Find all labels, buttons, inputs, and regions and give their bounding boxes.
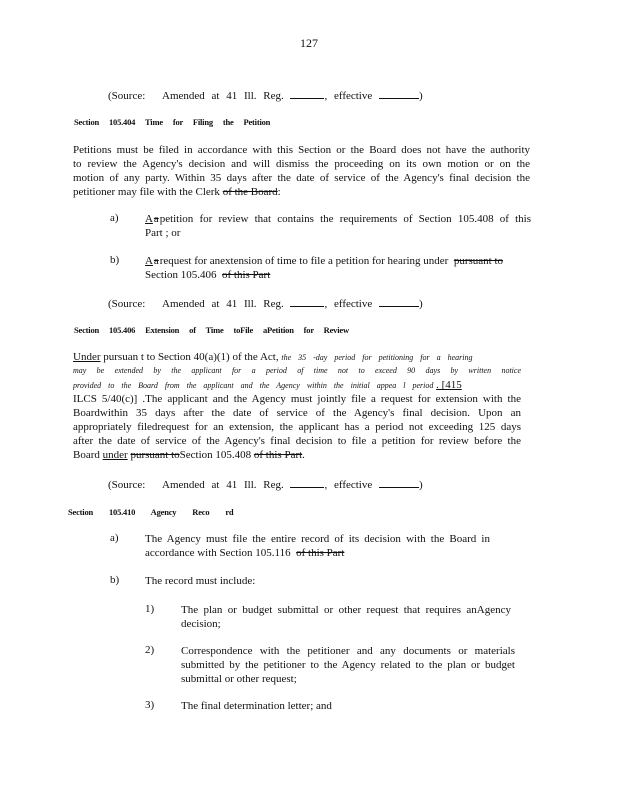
register-blank — [290, 88, 324, 99]
list-label: 3) — [145, 699, 155, 711]
list-label: b) — [110, 574, 120, 586]
list-label: 1) — [145, 603, 155, 615]
list-label: 2) — [145, 644, 155, 656]
source-note: (Source: Amended at 41 Ill. Reg. , effective ) — [108, 298, 423, 310]
page-number: 127 — [300, 36, 318, 50]
list-item: A a request for anextension of time to file a petition for hearing under pursuant to Section 105.406 of this Part — [145, 255, 504, 281]
section-heading: Section 105.410 Agency Reco rd — [68, 507, 234, 517]
section-body: Under pursuan t to Section 40(a)(1) of the Act, the 35 -day period for petitioning for a hearing may be extended by the applicant for a period of time not to exceed 90 days by written notice provided to the Board from the applicant and the Agency within the initial appea l period . [415 ILCS 5/40(c)] .The applicant and the Agency must jointly file a request for extension with the Boardwithin 35 days after the date of service of the Agency's final decision. Upon an appropriately filedrequest for an extension, the applicant has a period not exceeding 125 days after the date of service of the Agency's final decision to file a petition for review before the Board under pursuant toSection 105.408 of this Part. — [73, 351, 521, 461]
list-label: b) — [110, 254, 120, 266]
source-note: (Source: Amended at 41 Ill. Reg. , effective ) — [108, 479, 423, 491]
date-blank — [379, 296, 419, 307]
list-item: Correspondence with the petitioner and any documents or materials submitted by the petitioner to the Agency related to the plan or budget submittal or other request; — [181, 645, 515, 685]
register-blank — [290, 296, 324, 307]
list-item: The record must include: — [145, 575, 256, 587]
section-heading: Section 105.406 Extension of Time toFile aPetition for Review — [74, 325, 349, 335]
list-label: a) — [110, 212, 119, 224]
source-note: (Source: Amended at 41 Ill. Reg. , effective ) — [108, 90, 423, 102]
section-heading: Section 105.404 Time for Filing the Petition — [74, 117, 271, 127]
date-blank — [379, 88, 419, 99]
section-body: Petitions must be filed in accordance with this Section or the Board does not have the authority to review the Agency's decision and will dismiss the proceeding on its own motion or on the motion of any party. Within 35 days after the date of service of the Agency's final decision the petitioner may file with the Clerk of the Board: — [73, 144, 530, 198]
list-item: A a petition for review that contains the requirements of Section 105.408 of this Part ; or — [145, 213, 531, 239]
list-item: The final determination letter; and — [181, 700, 332, 712]
date-blank — [379, 477, 419, 488]
register-blank — [290, 477, 324, 488]
list-item: The Agency must file the entire record of its decision with the Board in accordance with Section 105.116 of this Part — [145, 533, 490, 559]
list-item: The plan or budget submittal or other request that requires anAgency decision; — [181, 604, 511, 630]
list-label: a) — [110, 532, 119, 544]
